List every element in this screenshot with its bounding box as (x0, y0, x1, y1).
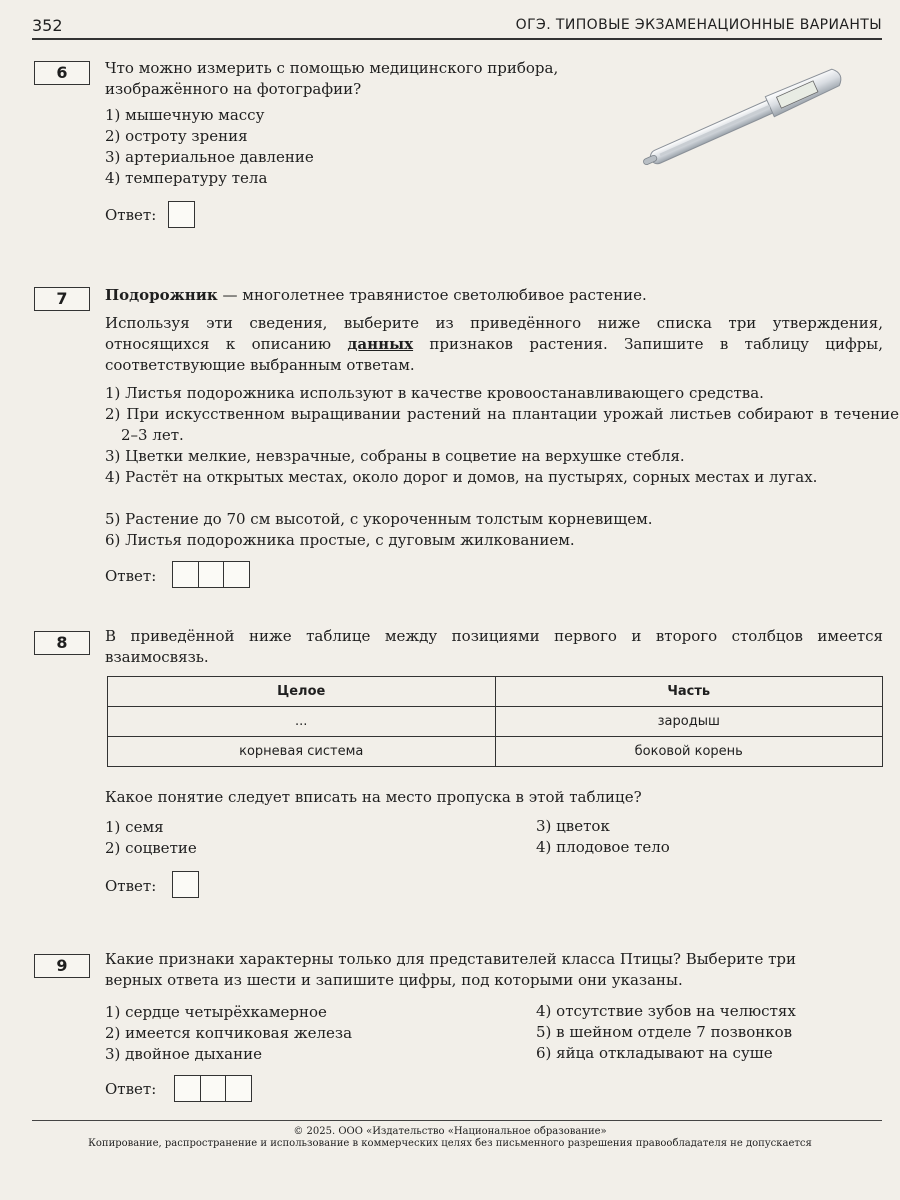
q6-answer-label: Ответ: (105, 206, 157, 224)
q7-intro-term: Подорожник (105, 286, 218, 304)
table-cell: боковой корень (495, 737, 883, 767)
q7-intro (105, 285, 647, 306)
q9-question-line2: верных ответа из шести и запишите цифры, под которыми они указаны. (105, 971, 683, 989)
q9-option-3: 3) двойное дыхание (105, 1045, 262, 1063)
table-header-whole: Целое (108, 677, 496, 707)
q6-question-line1: Что можно измерить с помощью медицинского прибора, (105, 59, 559, 77)
q8-table (107, 676, 883, 767)
q6-option-1: 1) мышечную массу (105, 106, 265, 124)
table-header-row (108, 677, 883, 707)
q9-option-6: 6) яйца откладывают на суше (536, 1044, 773, 1062)
q9-option-5: 5) в шейном отделе 7 позвонков (536, 1023, 793, 1041)
answer-cell[interactable] (198, 561, 225, 588)
q9-option-2: 2) имеется копчиковая железа (105, 1024, 353, 1042)
q7-intro-rest: — многолетнее травянистое светолюбивое растение. (217, 286, 647, 304)
q7-option-3: 3) Цветки мелкие, невзрачные, собраны в соцветие на верхушке стебля. (105, 447, 685, 465)
q7-answer-box[interactable] (172, 561, 250, 588)
question-number-6: 6 (34, 61, 90, 85)
footer-copyright: © 2025. ООО «Издательство «Национальное образование» (293, 1126, 607, 1137)
q7-task-part2: признаков растения. Запишите в таблицу цифры, соответствующие выбранным ответам. (105, 335, 884, 374)
answer-cell[interactable] (225, 1075, 252, 1102)
q7-task-part1: Используя эти сведения, выберите из приведённого ниже списка три утверждения, относящихся к описанию (105, 314, 883, 353)
q6-option-4: 4) температуру тела (105, 169, 268, 187)
q8-option-1: 1) семя (105, 818, 164, 836)
q9-question-line1: Какие признаки характерны только для представителей класса Птицы? Выберите три (105, 950, 797, 968)
q7-answer-label: Ответ: (105, 567, 157, 585)
q7-option-1: 1) Листья подорожника используют в качестве кровоостанавливающего средства. (105, 384, 764, 402)
table-row (108, 707, 883, 737)
question-number-7: 7 (34, 287, 90, 311)
answer-cell[interactable] (174, 1075, 201, 1102)
q7-task-emphasis: данных (347, 335, 414, 353)
answer-cell[interactable] (172, 871, 199, 898)
q7-option-4: 4) Растёт на открытых местах, около дорог и домов, на пустырях, сорных местах и лугах. (105, 468, 818, 486)
q9-option-1: 1) сердце четырёхкамерное (105, 1003, 327, 1021)
q8-question: В приведённой ниже таблице между позициями первого и второго столбцов имеется взаимосвязь. (105, 627, 883, 666)
question-number-9: 9 (34, 954, 90, 978)
q6-answer-box[interactable] (168, 201, 195, 228)
q7-option-6: 6) Листья подорожника простые, с дуговым жилкованием. (105, 531, 575, 549)
footer-notice: Копирование, распространение и использование в коммерческих целях без письменного разрешения правообладателя не допускается (88, 1138, 812, 1149)
q8-answer-box[interactable] (172, 871, 199, 898)
q8-option-3: 3) цветок (536, 817, 610, 835)
q8-answer-label: Ответ: (105, 877, 157, 895)
page-number: 352 (32, 16, 63, 35)
q7-task (105, 313, 883, 376)
q9-answer-box[interactable] (174, 1075, 252, 1102)
table-header-part: Часть (495, 677, 883, 707)
q7-option-2: 2) При искусственном выращивании растений на плантации урожай листьев собирают в течение 2–3 лет. (105, 405, 899, 444)
header-title: ОГЭ. ТИПОВЫЕ ЭКЗАМЕНАЦИОННЫЕ ВАРИАНТЫ (515, 17, 882, 33)
q6-option-2: 2) остроту зрения (105, 127, 248, 145)
thermometer-icon (622, 68, 862, 168)
q8-option-2: 2) соцветие (105, 839, 197, 857)
q9-option-4: 4) отсутствие зубов на челюстях (536, 1002, 796, 1020)
q6-question-line2: изображённого на фотографии? (105, 80, 362, 98)
footer-divider (32, 1120, 882, 1121)
answer-cell[interactable] (168, 201, 195, 228)
table-row (108, 737, 883, 767)
q7-option-5: 5) Растение до 70 см высотой, с укороченным толстым корневищем. (105, 510, 653, 528)
q8-prompt: Какое понятие следует вписать на место пропуска в этой таблице? (105, 788, 642, 806)
answer-cell[interactable] (172, 561, 199, 588)
table-cell: зародыш (495, 707, 883, 737)
table-cell: корневая система (108, 737, 496, 767)
q6-option-3: 3) артериальное давление (105, 148, 314, 166)
q8-option-4: 4) плодовое тело (536, 838, 670, 856)
table-cell: ... (108, 707, 496, 737)
answer-cell[interactable] (200, 1075, 227, 1102)
page-header (32, 14, 882, 40)
q9-answer-label: Ответ: (105, 1080, 157, 1098)
question-number-8: 8 (34, 631, 90, 655)
answer-cell[interactable] (223, 561, 250, 588)
